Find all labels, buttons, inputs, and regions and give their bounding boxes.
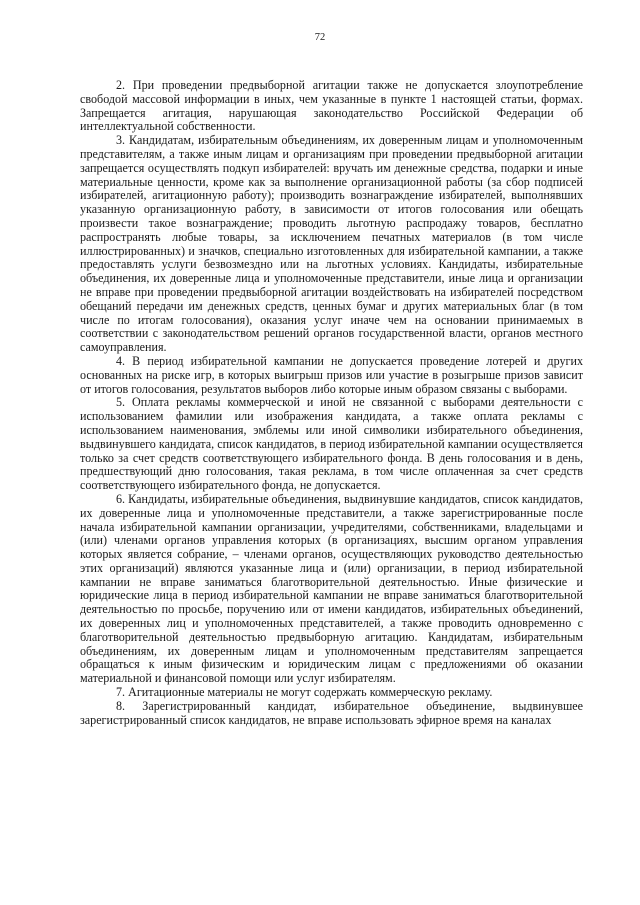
paragraph-7: 7. Агитационные материалы не могут содержать коммерческую рекламу. (116, 685, 493, 700)
paragraph-2: 2. При проведении предвыборной агитации также не допускается злоупотребление свободой массовой информации в иных, чем указанные в пункте 1 настоящей статьи, формах. Запрещается агитация, нарушающая законодательство Российской Федерации об интеллектуальной собственности. (80, 78, 583, 134)
paragraph-8: 8. Зарегистрированный кандидат, избирательное объединение, выдвинувшее зарегистрированный список кандидатов, не вправе использовать эфирное время на каналах (80, 698, 583, 727)
paragraph-4: 4. В период избирательной кампании не допускается проведение лотерей и других основанных на риске игр, в которых выигрыш призов или участие в розыгрыше призов зависит от итогов голосования, результатов выборов либо которые иным образом связаны с выборами. (80, 353, 583, 396)
paragraph-3: 3. Кандидатам, избирательным объединениям, их доверенным лицам и уполномоченным представителям, а также иным лицам и организациям при проведении предвыборной агитации запрещается осуществлять подкуп избирателей: вручать им денежные средства, подарки и иные материальные ценности, кроме как за выполнение организационной работы (за сбор подписей избирателей, агитационную работу); производить вознаграждение избирателей, выполнявших указанную организационную работу, в зависимости от итогов голосования или обещать произвести такое вознаграждение; проводить льготную распродажу товаров, бесплатно распространять любые товары, за исключением печатных материалов (в том числе иллюстрированных) и значков, специально изготовленных для избирательной кампании, а также предоставлять услуги безвозмездно или на льготных условиях. Кандидаты, избирательные объединения, их доверенные лица и уполномоченные представители, иные лица и организации не вправе при проведении предвыборной агитации воздействовать на избирателей посредством обещаний передачи им денежных средств, ценных бумаг и других материальных благ (в том числе по итогам голосования), оказания услуг иначе чем на основании принимаемых в соответствии с законодательством решений органов государственной власти, органов местного самоуправления. (80, 133, 583, 355)
document-body (80, 79, 583, 727)
paragraph-6: 6. Кандидаты, избирательные объединения, выдвинувшие кандидатов, список кандидатов, их доверенные лица и уполномоченные представители, а также зарегистрированные после начала избирательной кампании организации, учредителями, собственниками, владельцами и (или) членами органов управления которых (в организациях, высшим органом управления которых является собрание, – членами органов, осуществляющих руководство деятельностью этих организаций) являются указанные лица и (или) организации, в период избирательной кампании не вправе заниматься благотворительной деятельностью. Иные физические и юридические лица в период избирательной кампании не вправе заниматься благотворительной деятельностью по просьбе, поручению или от имени кандидатов, избирательных объединений, их доверенных лиц и уполномоченных представителей, а также проводить одновременно с благотворительной деятельностью предвыборную агитацию. Кандидатам, избирательным объединениям, их доверенным лицам и уполномоченным представителям запрещается обращаться к иным физическим и юридическим лицам с предложениями об оказании материальной и финансовой помощи или услуг избирателям. (80, 491, 583, 686)
page-number: 72 (314, 32, 326, 43)
paragraph-5: 5. Оплата рекламы коммерческой и иной не связанной с выборами деятельности с использованием фамилии или изображения кандидата, а также оплата рекламы с использованием наименования, эмблемы или иной символики избирательного объединения, выдвинувшего кандидата, список кандидатов, в период избирательной кампании осуществляется только за счет средств соответствующего избирательного фонда. В день голосования и в день, предшествующий дню голосования, такая реклама, в том числе оплаченная за счет средств соответствующего избирательного фонда, не допускается. (80, 395, 583, 493)
